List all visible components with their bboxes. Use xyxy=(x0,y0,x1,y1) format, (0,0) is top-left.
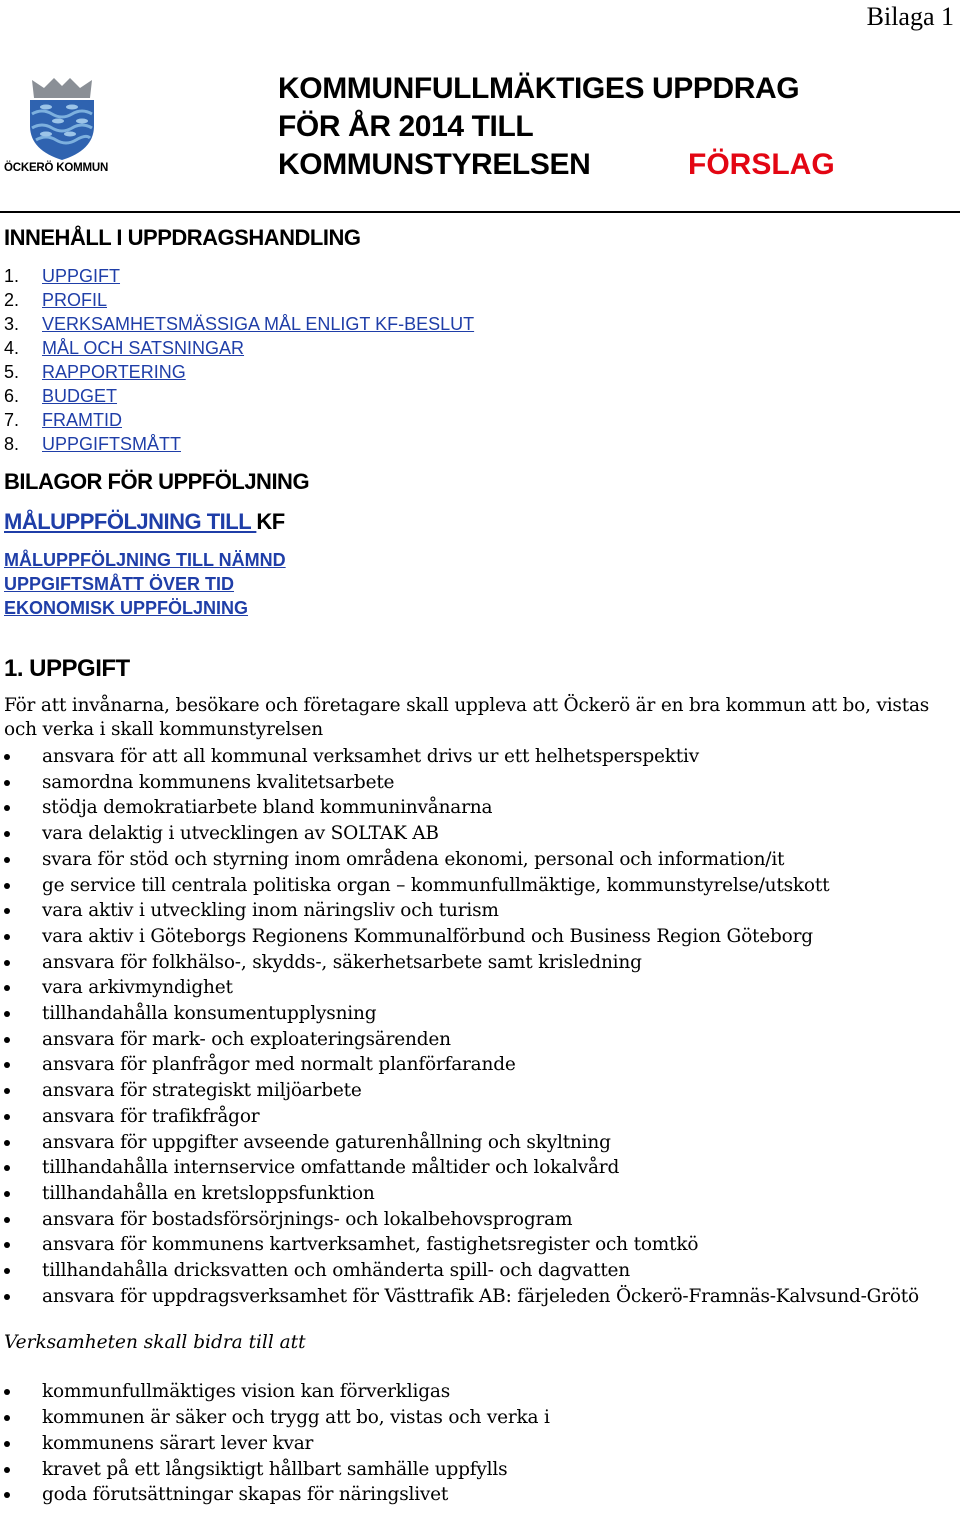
list-item: kommunens särart lever kvar xyxy=(4,1431,954,1457)
toc-number: 7. xyxy=(4,410,20,430)
list-item: ansvara för kommunens kartverksamhet, fastighetsregister och tomtkö xyxy=(4,1232,954,1258)
list-item: goda förutsättningar skapas för näringslivet xyxy=(4,1482,954,1508)
list-item: ansvara för planfrågor med normalt planförfarande xyxy=(4,1052,954,1078)
list-item: tillhandahålla dricksvatten och omhänderta spill- och dagvatten xyxy=(4,1258,954,1284)
list-item: kommunfullmäktiges vision kan förverkligas xyxy=(4,1379,954,1405)
title-line: KOMMUNFULLMÄKTIGES UPPDRAG xyxy=(278,72,800,105)
link-maluppfoljning-namnd[interactable]: MÅLUPPFÖLJNING TILL NÄMND xyxy=(4,550,286,570)
list-item: kommunen är säker och trygg att bo, vistas och verka i xyxy=(4,1405,954,1431)
list-item: vara delaktig i utvecklingen av SOLTAK AB xyxy=(4,821,954,847)
toc-number: 2. xyxy=(4,290,20,310)
link-ekonomisk-uppfoljning[interactable]: EKONOMISK UPPFÖLJNING xyxy=(4,598,249,618)
toc-link-budget[interactable]: BUDGET xyxy=(42,386,118,406)
list-item: tillhandahålla konsumentupplysning xyxy=(4,1001,954,1027)
toc-item xyxy=(4,336,954,360)
toc-list xyxy=(4,264,954,456)
toc-number: 8. xyxy=(4,434,20,454)
section-heading-uppgift: 1. UPPGIFT xyxy=(4,655,130,682)
toc-item xyxy=(4,408,954,432)
list-item: ansvara för strategiskt miljöarbete xyxy=(4,1078,954,1104)
list-item: ansvara för uppdragsverksamhet för Västtrafik AB: färjeleden Öckerö-Framnäs-Kalvsund-Grötö xyxy=(4,1284,954,1310)
header-divider xyxy=(0,211,960,213)
list-item: ansvara för uppgifter avseende gaturenhållning och skyltning xyxy=(4,1130,954,1156)
toc-link-mal-och-satsningar[interactable]: MÅL OCH SATSNINGAR xyxy=(42,338,245,358)
list-item: ansvara för mark- och exploateringsärenden xyxy=(4,1027,954,1053)
link-maluppfoljning-kf[interactable]: MÅLUPPFÖLJNING TILL xyxy=(4,509,257,534)
list-item: vara arkivmyndighet xyxy=(4,975,954,1001)
document-body xyxy=(4,224,954,1508)
title-line: FÖR ÅR 2014 TILL xyxy=(278,110,534,143)
list-item: ansvara för bostadsförsörjnings- och lokalbehovsprogram xyxy=(4,1207,954,1233)
contribute-list xyxy=(4,1379,954,1508)
attachments-heading: BILAGOR FÖR UPPFÖLJNING xyxy=(4,469,310,494)
toc-number: 6. xyxy=(4,386,20,406)
logo-text: ÖCKERÖ KOMMUN xyxy=(4,162,109,174)
toc-link-verksamhetsmassiga-mal[interactable]: VERKSAMHETSMÄSSIGA MÅL ENLIGT KF-BESLUT xyxy=(42,314,475,334)
toc-link-uppgiftsmatt[interactable]: UPPGIFTSMÅTT xyxy=(42,434,181,454)
list-item: tillhandahålla internservice omfattande måltider och lokalvård xyxy=(4,1155,954,1181)
title-line: KOMMUNSTYRELSEN xyxy=(278,148,591,181)
list-item: ansvara för att all kommunal verksamhet drivs ur ett helhetsperspektiv xyxy=(4,744,954,770)
toc-number: 1. xyxy=(4,266,20,286)
intro-paragraph: För att invånarna, besökare och företagare skall uppleva att Öckerö är en bra kommun att bo, vistas och verka i skall kommunstyrelsen xyxy=(4,695,930,740)
toc-number: 3. xyxy=(4,314,20,334)
list-item: ansvara för folkhälso-, skydds-, säkerhetsarbete samt krisledning xyxy=(4,950,954,976)
page-label: Bilaga 1 xyxy=(866,2,954,31)
toc-link-rapportering[interactable]: RAPPORTERING xyxy=(42,362,186,382)
list-item: vara aktiv i Göteborgs Regionens Kommunalförbund och Business Region Göteborg xyxy=(4,924,954,950)
list-item: ansvara för trafikfrågor xyxy=(4,1104,954,1130)
list-item: stödja demokratiarbete bland kommuninvånarna xyxy=(4,795,954,821)
list-item: tillhandahålla en kretsloppsfunktion xyxy=(4,1181,954,1207)
list-item: svara för stöd och styrning inom områdena ekonomi, personal och information/it xyxy=(4,847,954,873)
list-item: kravet på ett långsiktigt hållbart samhälle uppfylls xyxy=(4,1457,954,1483)
toc-number: 4. xyxy=(4,338,20,358)
toc-item xyxy=(4,360,954,384)
status-label: FÖRSLAG xyxy=(688,148,835,181)
toc-item xyxy=(4,288,954,312)
contribute-heading: Verksamheten skall bidra till att xyxy=(4,1332,306,1354)
toc-link-profil[interactable]: PROFIL xyxy=(42,290,108,310)
list-item: samordna kommunens kvalitetsarbete xyxy=(4,770,954,796)
toc-item xyxy=(4,384,954,408)
list-item: vara aktiv i utveckling inom näringsliv och turism xyxy=(4,898,954,924)
toc-link-uppgift[interactable]: UPPGIFT xyxy=(42,266,121,286)
municipality-logo xyxy=(4,76,116,180)
toc-heading: INNEHÅLL I UPPDRAGSHANDLING xyxy=(4,225,361,250)
coat-of-arms-icon xyxy=(24,76,100,162)
toc-item xyxy=(4,432,954,456)
toc-number: 5. xyxy=(4,362,20,382)
toc-link-framtid[interactable]: FRAMTID xyxy=(42,410,122,430)
list-item: ge service till centrala politiska organ – kommunfullmäktige, kommunstyrelse/utskott xyxy=(4,873,954,899)
task-list xyxy=(4,744,954,1309)
toc-item xyxy=(4,264,954,288)
link-uppgiftsmatt-over-tid[interactable]: UPPGIFTSMÅTT ÖVER TID xyxy=(4,574,235,594)
kf-suffix: KF xyxy=(256,509,285,534)
kf-followup-line xyxy=(4,508,954,536)
toc-item xyxy=(4,312,954,336)
attachment-links xyxy=(4,548,954,620)
